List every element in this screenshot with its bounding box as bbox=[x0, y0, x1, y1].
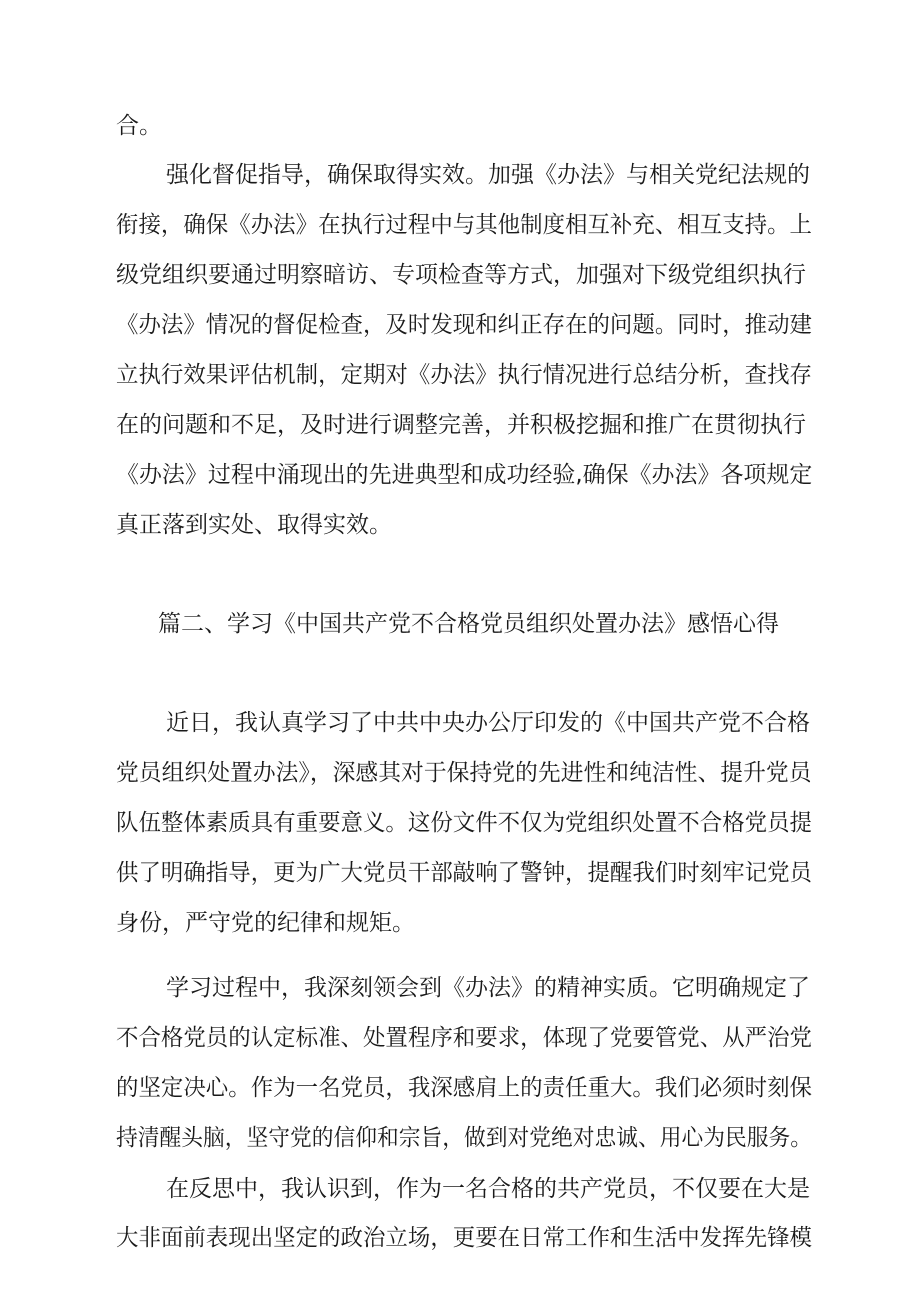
section-heading: 篇二、学习《中国共产党不合格党员组织处置办法》感悟心得 bbox=[158, 611, 779, 637]
text-line: 合。 bbox=[116, 113, 162, 139]
text-line: 级党组织要通过明察暗访、专项检查等方式，加强对下级党组织执行 bbox=[116, 262, 806, 288]
text-line: 真正落到实处、取得实效。 bbox=[116, 512, 392, 538]
text-line: 《办法》过程中涌现出的先进典型和成功经验,确保《办法》各项规定 bbox=[116, 462, 813, 488]
text-line: 《办法》情况的督促检查，及时发现和纠正存在的问题。同时，推动建 bbox=[116, 312, 812, 338]
text-line: 身份，严守党的纪律和规矩。 bbox=[116, 910, 415, 936]
text-line: 党员组织处置办法》，深感其对于保持党的先进性和纯洁性、提升党员 bbox=[116, 760, 812, 786]
text-line: 在的问题和不足，及时进行调整完善，并积极挖掘和推广在贯彻执行 bbox=[116, 412, 806, 438]
paragraph-first-line: 学习过程中，我深刻领会到《办法》的精神实质。它明确规定了 bbox=[166, 975, 810, 1001]
text-line: 衔接，确保《办法》在执行过程中与其他制度相互补充、相互支持。上 bbox=[116, 212, 812, 238]
text-line: 队伍整体素质具有重要意义。这份文件不仅为党组织处置不合格党员提 bbox=[116, 810, 812, 836]
text-line: 供了明确指导，更为广大党员干部敲响了警钟，提醒我们时刻牢记党员 bbox=[116, 860, 812, 886]
text-line: 持清醒头脑，坚守党的信仰和宗旨，做到对党绝对忠诚、用心为民服务。 bbox=[116, 1125, 812, 1151]
paragraph-first-line: 强化督促指导，确保取得实效。加强《办法》与相关党纪法规的 bbox=[166, 162, 810, 188]
paragraph-first-line: 在反思中，我认识到，作为一名合格的共产党员，不仅要在大是 bbox=[166, 1176, 810, 1202]
text-line: 不合格党员的认定标准、处置程序和要求，体现了党要管党、从严治党 bbox=[116, 1025, 812, 1051]
text-line: 立执行效果评估机制，定期对《办法》执行情况进行总结分析，查找存 bbox=[116, 362, 812, 388]
text-line: 的坚定决心。作为一名党员，我深感肩上的责任重大。我们必须时刻保 bbox=[116, 1075, 812, 1101]
text-line: 大非面前表现出坚定的政治立场，更要在日常工作和生活中发挥先锋模 bbox=[116, 1225, 812, 1251]
paragraph-first-line: 近日，我认真学习了中共中央办公厅印发的《中国共产党不合格 bbox=[166, 710, 810, 736]
